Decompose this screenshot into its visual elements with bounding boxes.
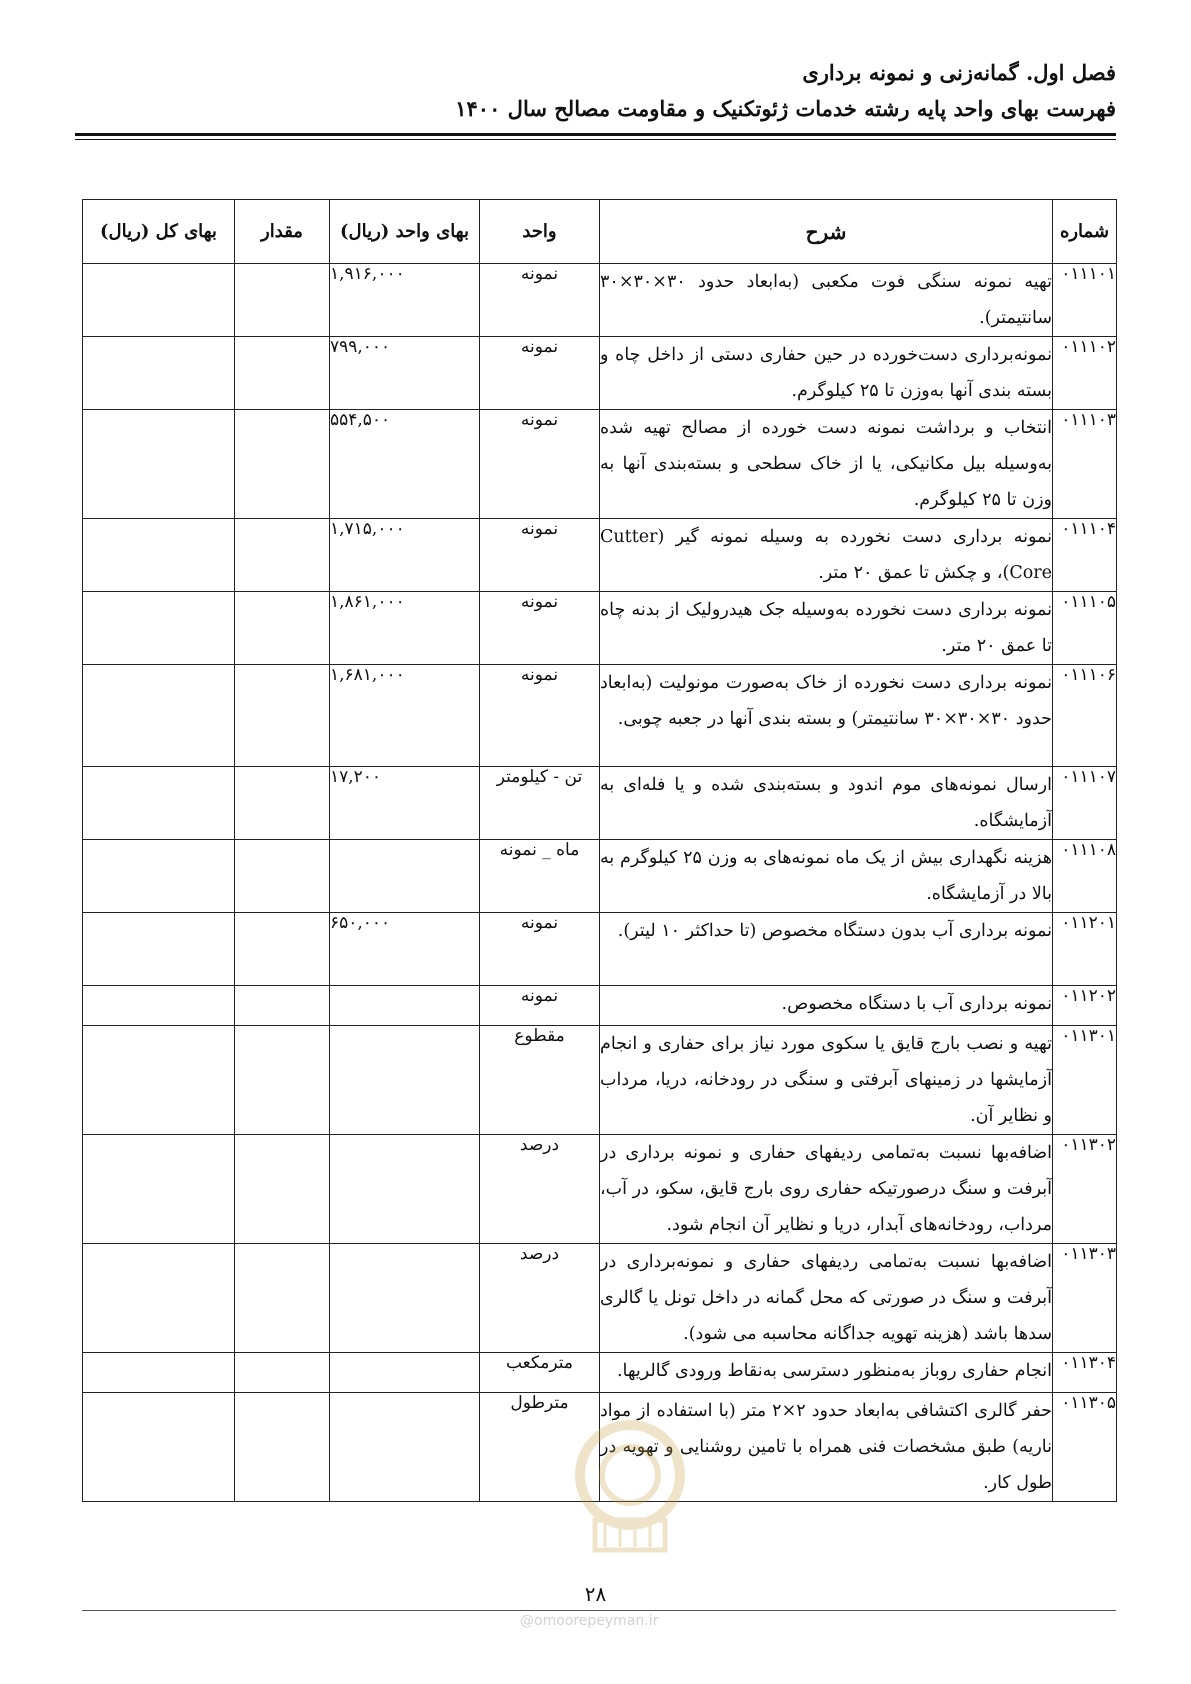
row-quantity bbox=[235, 913, 330, 986]
header-description: شرح bbox=[600, 200, 1053, 264]
price-list-table bbox=[82, 199, 1117, 1502]
row-code: ۰۱۱۲۰۲ bbox=[1053, 986, 1117, 1026]
row-description: نمونه برداری دست نخورده به‌وسیله جک هیدرولیک از بدنه چاه تا عمق ۲۰ متر. bbox=[600, 592, 1053, 665]
row-unit-price bbox=[330, 1353, 480, 1393]
row-quantity bbox=[235, 1244, 330, 1353]
row-description: تهیه و نصب بارج قایق یا سکوی مورد نیاز برای حفاری و انجام آزمایشها در زمینهای آبرفتی و سنگی در رودخانه، دریا، مرداب و نظایر آن. bbox=[600, 1026, 1053, 1135]
footer-rule bbox=[82, 1610, 1116, 1611]
row-code: ۰۱۱۱۰۷ bbox=[1053, 767, 1117, 840]
row-unit-price: ۱,۷۱۵,۰۰۰ bbox=[330, 519, 480, 592]
table-row bbox=[83, 519, 1117, 592]
row-total-price bbox=[83, 519, 235, 592]
row-quantity bbox=[235, 840, 330, 913]
row-unit-price: ۱,۸۶۱,۰۰۰ bbox=[330, 592, 480, 665]
header-unit-price: بهای واحد (ریال) bbox=[330, 200, 480, 264]
row-code: ۰۱۱۲۰۱ bbox=[1053, 913, 1117, 986]
header-total-price: بهای کل (ریال) bbox=[83, 200, 235, 264]
row-code: ۰۱۱۱۰۵ bbox=[1053, 592, 1117, 665]
watermark-text: @omoorepeyman.ir bbox=[520, 1613, 659, 1629]
row-total-price bbox=[83, 840, 235, 913]
row-unit-price: ۱,۶۸۱,۰۰۰ bbox=[330, 665, 480, 767]
row-unit: ماه _ نمونه bbox=[480, 840, 600, 913]
row-description: اضافه‌بها نسبت به‌تمامی ردیفهای حفاری و نمونه‌برداری در آبرفت و سنگ در صورتی که محل گمانه در داخل تونل یا گالری سدها باشد (هزینه تهویه جداگانه محاسبه می شود). bbox=[600, 1244, 1053, 1353]
row-code: ۰۱۱۱۰۱ bbox=[1053, 264, 1117, 337]
row-quantity bbox=[235, 410, 330, 519]
row-quantity bbox=[235, 767, 330, 840]
row-unit-price: ۷۹۹,۰۰۰ bbox=[330, 337, 480, 410]
table-row bbox=[83, 767, 1117, 840]
row-code: ۰۱۱۱۰۸ bbox=[1053, 840, 1117, 913]
row-description: انتخاب و برداشت نمونه دست خورده از مصالح تهیه شده به‌وسیله بیل مکانیکی، یا از خاک سطحی و بسته‌بندی آنها به وزن تا ۲۵ کیلوگرم. bbox=[600, 410, 1053, 519]
row-total-price bbox=[83, 767, 235, 840]
row-unit: نمونه bbox=[480, 410, 600, 519]
table-row bbox=[83, 1353, 1117, 1393]
row-code: ۰۱۱۳۰۴ bbox=[1053, 1353, 1117, 1393]
row-unit: نمونه bbox=[480, 665, 600, 767]
row-description: نمونه برداری دست نخورده از خاک به‌صورت مونولیت (به‌ابعاد حدود ۳۰×۳۰×۳۰ سانتیمتر) و بسته بندی آنها در جعبه چوبی. bbox=[600, 665, 1053, 767]
table-row bbox=[83, 264, 1117, 337]
row-total-price bbox=[83, 665, 235, 767]
row-code: ۰۱۱۱۰۴ bbox=[1053, 519, 1117, 592]
header-rule-thin bbox=[75, 139, 1116, 140]
table-row bbox=[83, 1026, 1117, 1135]
row-description: نمونه برداری آب با دستگاه مخصوص. bbox=[600, 986, 1053, 1026]
table-row bbox=[83, 913, 1117, 986]
table-row bbox=[83, 1135, 1117, 1244]
row-quantity bbox=[235, 1393, 330, 1502]
header-unit: واحد bbox=[480, 200, 600, 264]
row-unit: مترمکعب bbox=[480, 1353, 600, 1393]
watermark-seal-icon bbox=[570, 1415, 690, 1555]
row-unit: درصد bbox=[480, 1135, 600, 1244]
row-description: تهیه نمونه سنگی فوت مکعبی (به‌ابعاد حدود ۳۰×۳۰×۳۰ سانتیمتر). bbox=[600, 264, 1053, 337]
row-total-price bbox=[83, 1135, 235, 1244]
row-unit-price bbox=[330, 1135, 480, 1244]
row-unit-price: ۵۵۴,۵۰۰ bbox=[330, 410, 480, 519]
header-quantity: مقدار bbox=[235, 200, 330, 264]
row-total-price bbox=[83, 1244, 235, 1353]
row-quantity bbox=[235, 1026, 330, 1135]
row-unit-price bbox=[330, 1026, 480, 1135]
row-unit-price: ۶۵۰,۰۰۰ bbox=[330, 913, 480, 986]
row-unit-price bbox=[330, 1244, 480, 1353]
row-unit: نمونه bbox=[480, 337, 600, 410]
row-total-price bbox=[83, 337, 235, 410]
row-unit: نمونه bbox=[480, 519, 600, 592]
row-total-price bbox=[83, 1393, 235, 1502]
row-total-price bbox=[83, 913, 235, 986]
row-unit-price bbox=[330, 840, 480, 913]
row-total-price bbox=[83, 986, 235, 1026]
row-code: ۰۱۱۱۰۲ bbox=[1053, 337, 1117, 410]
row-unit: نمونه bbox=[480, 913, 600, 986]
row-code: ۰۱۱۱۰۳ bbox=[1053, 410, 1117, 519]
row-code: ۰۱۱۱۰۶ bbox=[1053, 665, 1117, 767]
table-row bbox=[83, 986, 1117, 1026]
document-title: فهرست بهای واحد پایه رشته خدمات ژئوتکنیک و مقاومت مصالح سال ۱۴۰۰ bbox=[455, 96, 1116, 121]
row-description: نمونه‌برداری دست‌خورده در حین حفاری دستی از داخل چاه و بسته بندی آنها به‌وزن تا ۲۵ کیلوگرم. bbox=[600, 337, 1053, 410]
row-code: ۰۱۱۳۰۳ bbox=[1053, 1244, 1117, 1353]
row-description: حفر گالری اکتشافی به‌ابعاد حدود ۲×۲ متر (با استفاده از مواد ناریه) طبق مشخصات فنی همراه با تامین روشنایی و تهویه در طول کار. bbox=[600, 1393, 1053, 1502]
row-unit: مترطول bbox=[480, 1393, 600, 1502]
row-unit-price bbox=[330, 986, 480, 1026]
table-row bbox=[83, 1244, 1117, 1353]
row-total-price bbox=[83, 1353, 235, 1393]
table-row bbox=[83, 840, 1117, 913]
row-description: نمونه برداری آب بدون دستگاه مخصوص (تا حداکثر ۱۰ لیتر). bbox=[600, 913, 1053, 986]
row-description: ارسال نمونه‌های موم اندود و بسته‌بندی شده و یا فله‌ای به آزمایشگاه. bbox=[600, 767, 1053, 840]
row-description: نمونه برداری دست نخورده به وسیله نمونه گیر (Cutter Core)، و چکش تا عمق ۲۰ متر. bbox=[600, 519, 1053, 592]
row-total-price bbox=[83, 264, 235, 337]
row-unit: نمونه bbox=[480, 264, 600, 337]
row-code: ۰۱۱۳۰۲ bbox=[1053, 1135, 1117, 1244]
row-unit-price: ۱۷,۲۰۰ bbox=[330, 767, 480, 840]
row-quantity bbox=[235, 264, 330, 337]
row-total-price bbox=[83, 592, 235, 665]
row-total-price bbox=[83, 1026, 235, 1135]
row-description: اضافه‌بها نسبت به‌تمامی ردیفهای حفاری و نمونه برداری در آبرفت و سنگ درصورتیکه حفاری روی بارج قایق، سکو، در آب، مرداب، رودخانه‌های آبدار، دریا و نظایر آن انجام شود. bbox=[600, 1135, 1053, 1244]
header-code: شماره bbox=[1053, 200, 1117, 264]
table-row bbox=[83, 592, 1117, 665]
row-unit: درصد bbox=[480, 1244, 600, 1353]
row-unit: نمونه bbox=[480, 986, 600, 1026]
row-code: ۰۱۱۳۰۱ bbox=[1053, 1026, 1117, 1135]
table-header-row bbox=[83, 200, 1117, 264]
row-quantity bbox=[235, 1353, 330, 1393]
row-quantity bbox=[235, 1135, 330, 1244]
page-number: ۲۸ bbox=[584, 1582, 607, 1606]
row-quantity bbox=[235, 592, 330, 665]
header-rule-thick bbox=[75, 133, 1116, 136]
row-unit: نمونه bbox=[480, 592, 600, 665]
table-row bbox=[83, 410, 1117, 519]
row-quantity bbox=[235, 519, 330, 592]
row-unit: مقطوع bbox=[480, 1026, 600, 1135]
row-description: هزینه نگهداری بیش از یک ماه نمونه‌های به وزن ۲۵ کیلوگرم به بالا در آزمایشگاه. bbox=[600, 840, 1053, 913]
row-unit-price bbox=[330, 1393, 480, 1502]
row-code: ۰۱۱۳۰۵ bbox=[1053, 1393, 1117, 1502]
row-quantity bbox=[235, 337, 330, 410]
chapter-title: فصل اول. گمانه‌زنی و نمونه برداری bbox=[802, 60, 1116, 85]
row-unit-price: ۱,۹۱۶,۰۰۰ bbox=[330, 264, 480, 337]
table-row bbox=[83, 665, 1117, 767]
table-row bbox=[83, 337, 1117, 410]
row-unit: تن - کیلومتر bbox=[480, 767, 600, 840]
row-description: انجام حفاری روباز به‌منظور دسترسی به‌نقاط ورودی گالریها. bbox=[600, 1353, 1053, 1393]
row-quantity bbox=[235, 986, 330, 1026]
row-total-price bbox=[83, 410, 235, 519]
row-quantity bbox=[235, 665, 330, 767]
